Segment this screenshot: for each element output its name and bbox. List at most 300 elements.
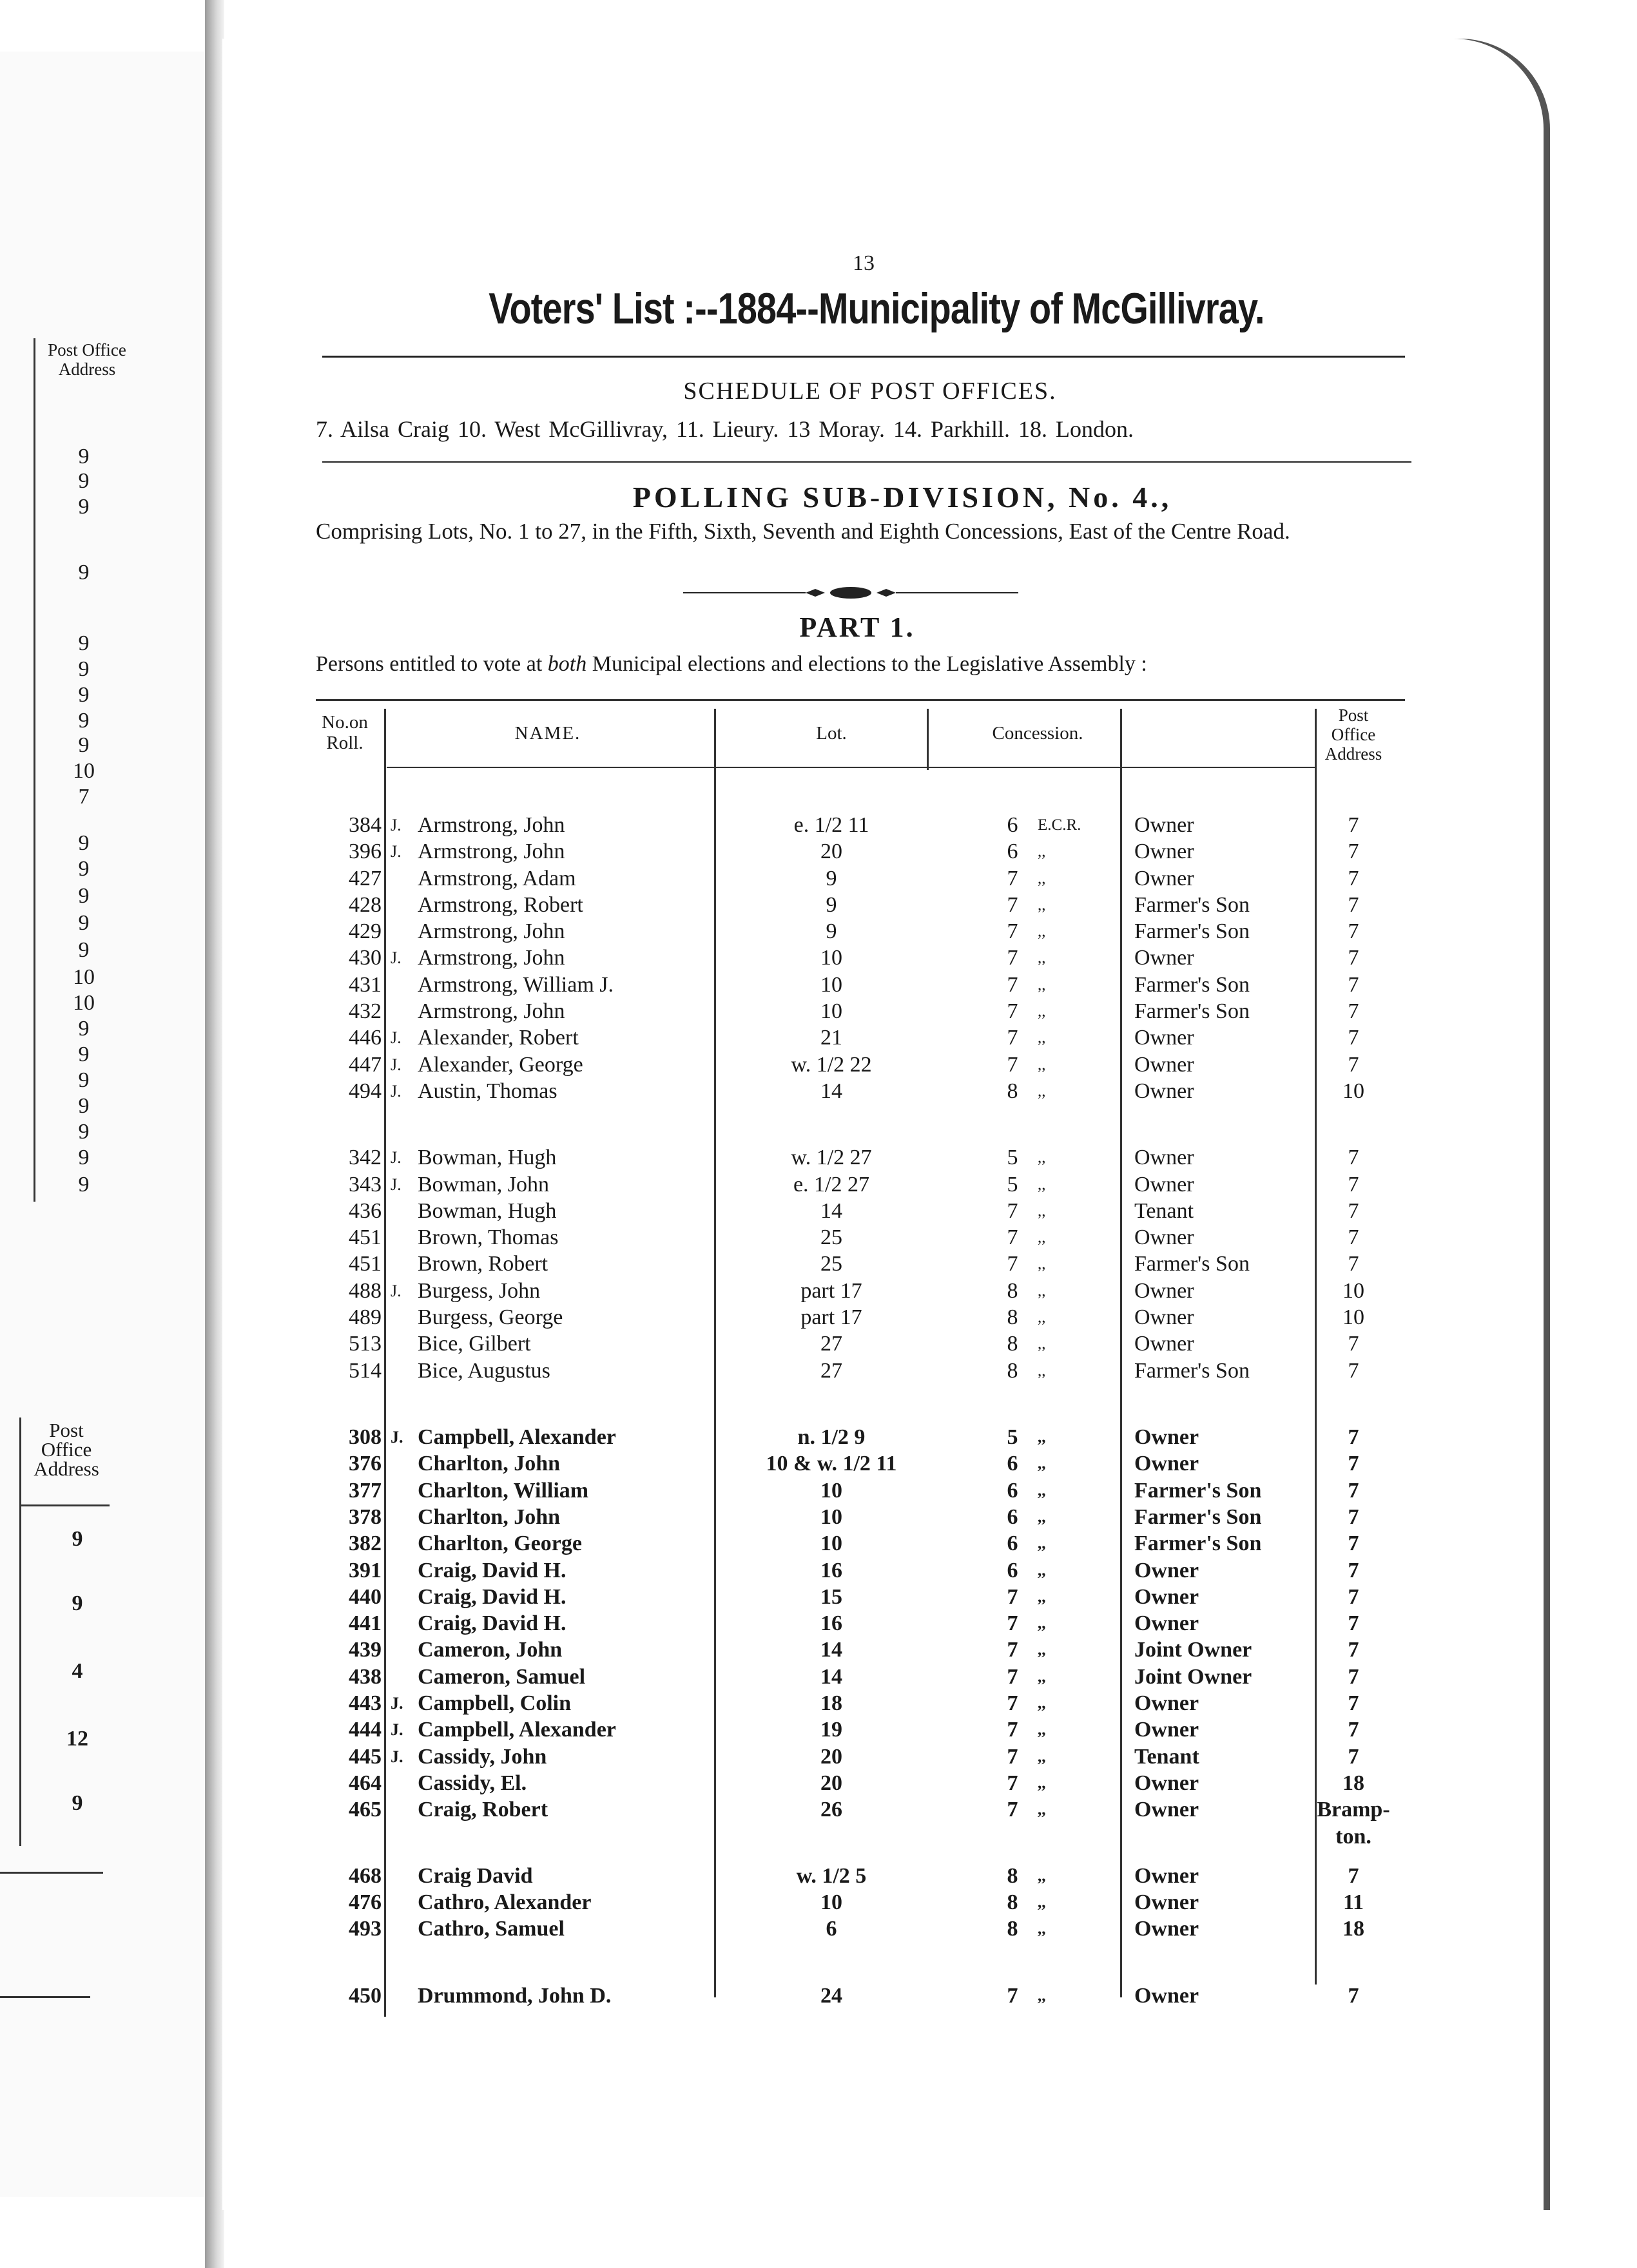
status: Farmer's Son xyxy=(1134,1252,1250,1276)
lot: 10 xyxy=(820,946,842,970)
table-row xyxy=(0,1796,1637,1823)
persons-entitled-text xyxy=(316,652,1424,677)
post-office: 7 xyxy=(1348,1864,1359,1888)
lot: 14 xyxy=(820,1199,842,1223)
concession-suffix: ,, xyxy=(1038,1003,1046,1020)
concession: 7 xyxy=(1007,1053,1018,1077)
status: Tenant xyxy=(1134,1745,1199,1769)
table-row xyxy=(0,1716,1637,1743)
voter-name: Craig, Robert xyxy=(418,1798,548,1821)
left-page-value: 9 xyxy=(78,733,90,757)
table-row xyxy=(0,1770,1637,1796)
concession: 7 xyxy=(1007,1026,1018,1050)
voter-name: Armstrong, John xyxy=(418,999,565,1023)
table-row xyxy=(0,1744,1637,1770)
post-office: 7 xyxy=(1348,893,1359,917)
concession-suffix: ,, xyxy=(1038,1535,1046,1552)
table-row xyxy=(0,1557,1637,1584)
roll-number: 428 xyxy=(349,893,382,917)
post-office: 7 xyxy=(1348,867,1359,890)
voter-name: Armstrong, William J. xyxy=(418,973,614,997)
roll-number: 427 xyxy=(349,867,382,890)
status: Farmer's Son xyxy=(1134,1479,1262,1503)
column-header-roll: No.on Roll. xyxy=(322,712,368,753)
voter-name: Cathro, Samuel xyxy=(418,1917,565,1941)
left-page-value: 10 xyxy=(73,991,95,1015)
column-rule-lot xyxy=(927,709,929,770)
voter-name: Charlton, William xyxy=(418,1479,589,1503)
lot: 10 xyxy=(820,973,842,997)
table-row xyxy=(0,1024,1637,1051)
lot: 10 xyxy=(820,1479,842,1503)
table-row xyxy=(0,1889,1637,1916)
status: Owner xyxy=(1134,840,1194,863)
roll-number: 493 xyxy=(349,1917,382,1941)
table-row xyxy=(0,1504,1637,1530)
left-page-value: 9 xyxy=(78,1094,90,1118)
status: Owner xyxy=(1134,1146,1194,1169)
left-page-value: 9 xyxy=(72,1791,83,1815)
lot: 14 xyxy=(820,1665,842,1689)
juror-mark: J. xyxy=(391,1148,402,1167)
voter-name: Alexander, George xyxy=(418,1053,583,1077)
post-office: 7 xyxy=(1348,840,1359,863)
roll-number: 451 xyxy=(349,1225,382,1249)
offices-rule xyxy=(322,461,1411,463)
table-row xyxy=(0,1637,1637,1663)
status: Owner xyxy=(1134,1864,1199,1888)
concession: 7 xyxy=(1007,1798,1018,1821)
table-row xyxy=(0,1690,1637,1716)
roll-number: 308 xyxy=(349,1425,382,1449)
voter-name: Craig, David H. xyxy=(418,1559,567,1582)
roll-number: 438 xyxy=(349,1665,382,1689)
post-office: 18 xyxy=(1342,1917,1364,1941)
left-page-value: 9 xyxy=(78,657,90,681)
lot: 14 xyxy=(820,1638,842,1662)
left-page-value: 9 xyxy=(78,884,90,908)
voter-name: Cameron, Samuel xyxy=(418,1665,586,1689)
roll-number: 382 xyxy=(349,1532,382,1555)
concession: 6 xyxy=(1007,1479,1018,1503)
lot: 18 xyxy=(820,1691,842,1715)
roll-number: 443 xyxy=(349,1691,382,1715)
concession-suffix: ,, xyxy=(1038,1668,1046,1686)
lot: 25 xyxy=(820,1252,842,1276)
concession: 7 xyxy=(1007,1585,1018,1609)
voter-name: Burgess, George xyxy=(418,1305,563,1329)
post-office: 11 xyxy=(1342,1890,1364,1914)
voter-name: Campbell, Colin xyxy=(418,1691,572,1715)
left-page-value: 9 xyxy=(78,1173,90,1196)
concession-suffix: ,, xyxy=(1038,870,1046,887)
juror-mark: J. xyxy=(391,948,402,967)
concession: 8 xyxy=(1007,1305,1018,1329)
left-page-value: 9 xyxy=(78,857,90,881)
concession-suffix: ,, xyxy=(1038,1482,1046,1499)
concession: 8 xyxy=(1007,1864,1018,1888)
post-office: Bramp- xyxy=(1317,1798,1390,1821)
concession-suffix: ,, xyxy=(1038,1721,1046,1738)
lot: w. 1/2 22 xyxy=(791,1053,872,1077)
lot: e. 1/2 11 xyxy=(793,813,869,837)
roll-number: 439 xyxy=(349,1638,382,1662)
voter-name: Cathro, Alexander xyxy=(418,1890,592,1914)
post-offices-list: 7. Ailsa Craig 10. West McGillivray, 11. Lieury. 13 Moray. 14. Parkhill. 18. London. xyxy=(316,416,1134,442)
concession: 7 xyxy=(1007,893,1018,917)
concession: 7 xyxy=(1007,999,1018,1023)
left-page-value: 9 xyxy=(78,631,90,655)
status: Farmer's Son xyxy=(1134,919,1250,943)
status: Farmer's Son xyxy=(1134,1505,1262,1529)
column-header-concession: Concession. xyxy=(992,723,1083,744)
concession: 7 xyxy=(1007,973,1018,997)
status: Farmer's Son xyxy=(1134,1359,1250,1383)
voter-name: Brown, Robert xyxy=(418,1252,548,1276)
voter-name: Bice, Augustus xyxy=(418,1359,550,1383)
roll-number: 343 xyxy=(349,1173,382,1196)
concession: 7 xyxy=(1007,867,1018,890)
post-office: 7 xyxy=(1348,1026,1359,1050)
roll-number: 436 xyxy=(349,1199,382,1223)
left-page-value: 9 xyxy=(78,683,90,707)
concession: 7 xyxy=(1007,1984,1018,2008)
left-page-value: 12 xyxy=(66,1727,88,1751)
post-office: 7 xyxy=(1348,1745,1359,1769)
voter-name: Campbell, Alexander xyxy=(418,1718,616,1742)
lot: 26 xyxy=(820,1798,842,1821)
juror-mark: J. xyxy=(391,1082,402,1100)
left-page-value: 9 xyxy=(78,1146,90,1169)
juror-mark: J. xyxy=(391,1694,403,1713)
polling-heading: POLLING SUB-DIVISION, No. 4., xyxy=(632,481,1172,514)
lot: 20 xyxy=(820,1771,842,1795)
table-row xyxy=(0,1450,1637,1477)
status: Owner xyxy=(1134,1279,1194,1303)
status: Owner xyxy=(1134,1332,1194,1356)
status: Owner xyxy=(1134,1053,1194,1077)
roll-number: 377 xyxy=(349,1479,382,1503)
status: Owner xyxy=(1134,1425,1199,1449)
concession: 5 xyxy=(1007,1146,1018,1169)
table-row xyxy=(0,1983,1637,2009)
lot: 16 xyxy=(820,1559,842,1582)
table-row xyxy=(0,1331,1637,1357)
concession: 6 xyxy=(1007,840,1018,863)
roll-number: 441 xyxy=(349,1611,382,1635)
lot: 9 xyxy=(826,893,837,917)
status: Owner xyxy=(1134,1984,1199,2008)
status: Joint Owner xyxy=(1134,1638,1252,1662)
table-row xyxy=(0,865,1637,892)
concession: 7 xyxy=(1007,1611,1018,1635)
post-office: 7 xyxy=(1348,1173,1359,1196)
juror-mark: J. xyxy=(391,1055,402,1074)
concession: 7 xyxy=(1007,919,1018,943)
left-page-value: 10 xyxy=(73,965,95,989)
post-office: 7 xyxy=(1348,1479,1359,1503)
lot: 27 xyxy=(820,1332,842,1356)
post-office: 7 xyxy=(1348,813,1359,837)
left-page-value: 9 xyxy=(78,831,90,855)
post-office: 7 xyxy=(1348,1146,1359,1169)
concession-suffix: ,, xyxy=(1038,1615,1046,1632)
table-row xyxy=(0,892,1637,918)
concession-suffix: ,, xyxy=(1038,1508,1046,1526)
post-office: 18 xyxy=(1342,1771,1364,1795)
voter-name: Cameron, John xyxy=(418,1638,563,1662)
status: Owner xyxy=(1134,813,1194,837)
column-header-lot: Lot. xyxy=(816,723,847,744)
table-row xyxy=(0,1823,1637,1850)
table-header-rule xyxy=(387,767,1315,768)
voter-name: Charlton, John xyxy=(418,1505,561,1529)
left-page-value: 10 xyxy=(73,759,95,783)
concession-suffix: ,, xyxy=(1038,1282,1046,1300)
table-row xyxy=(0,838,1637,865)
concession: 5 xyxy=(1007,1173,1018,1196)
left-page-value: 9 xyxy=(78,1120,90,1144)
table-row xyxy=(0,812,1637,838)
lot: part 17 xyxy=(800,1305,862,1329)
status: Owner xyxy=(1134,1691,1199,1715)
roll-number: 468 xyxy=(349,1864,382,1888)
concession-suffix: ,, xyxy=(1038,1229,1046,1246)
post-office: 7 xyxy=(1348,1532,1359,1555)
lot: 16 xyxy=(820,1611,842,1635)
post-office: ton. xyxy=(1335,1825,1371,1849)
lot: 19 xyxy=(820,1718,842,1742)
lot: 10 xyxy=(820,1532,842,1555)
voter-name: Campbell, Alexander xyxy=(418,1425,616,1449)
concession: 8 xyxy=(1007,1079,1018,1103)
comprising-text: Comprising Lots, No. 1 to 27, in the Fifth, Sixth, Seventh and Eighth Concessions, East of the Centre Road. xyxy=(316,519,1290,544)
table-row xyxy=(0,1078,1637,1104)
status: Owner xyxy=(1134,1890,1199,1914)
concession: 7 xyxy=(1007,1771,1018,1795)
left-page-header-top: Post Office Address xyxy=(48,340,126,379)
concession: 7 xyxy=(1007,1638,1018,1662)
post-office: 7 xyxy=(1348,1225,1359,1249)
status: Farmer's Son xyxy=(1134,973,1250,997)
lot: 10 xyxy=(820,1890,842,1914)
roll-number: 440 xyxy=(349,1585,382,1609)
concession: 8 xyxy=(1007,1890,1018,1914)
status: Owner xyxy=(1134,946,1194,970)
post-office: 7 xyxy=(1348,1638,1359,1662)
concession: 6 xyxy=(1007,1505,1018,1529)
post-office: 7 xyxy=(1348,1505,1359,1529)
status: Owner xyxy=(1134,1798,1199,1821)
voter-name: Alexander, Robert xyxy=(418,1026,579,1050)
left-page-header-bottom: Post Office Address xyxy=(34,1419,99,1480)
concession-suffix: ,, xyxy=(1038,1987,1046,2004)
lot: 9 xyxy=(826,867,837,890)
concession-suffix: ,, xyxy=(1038,1056,1046,1073)
table-row xyxy=(0,1863,1637,1889)
concession-suffix: ,, xyxy=(1038,1695,1046,1712)
voter-name: Armstrong, Adam xyxy=(418,867,576,890)
left-page-value: 9 xyxy=(78,469,90,493)
roll-number: 376 xyxy=(349,1452,382,1475)
left-page-value: 9 xyxy=(78,911,90,935)
post-office: 10 xyxy=(1342,1279,1364,1303)
table-row xyxy=(0,1916,1637,1942)
part-heading: PART 1. xyxy=(799,611,915,643)
concession-suffix: ,, xyxy=(1038,1748,1046,1765)
concession-suffix: ,, xyxy=(1038,1029,1046,1046)
concession-suffix: ,, xyxy=(1038,1562,1046,1579)
concession: 7 xyxy=(1007,946,1018,970)
lot: part 17 xyxy=(800,1279,862,1303)
persons-prefix: Persons entitled to vote at xyxy=(316,652,548,676)
left-page-value: 9 xyxy=(78,938,90,962)
voter-name: Bowman, Hugh xyxy=(418,1146,557,1169)
roll-number: 396 xyxy=(349,840,382,863)
lot: 6 xyxy=(826,1917,837,1941)
status: Joint Owner xyxy=(1134,1665,1252,1689)
lot: 20 xyxy=(820,1745,842,1769)
lot: 20 xyxy=(820,840,842,863)
lot: w. 1/2 5 xyxy=(796,1864,867,1888)
voter-name: Armstrong, John xyxy=(418,813,565,837)
juror-mark: J. xyxy=(391,1747,403,1766)
concession-suffix: ,, xyxy=(1038,1428,1046,1446)
lot: n. 1/2 9 xyxy=(797,1425,866,1449)
post-office: 7 xyxy=(1348,1585,1359,1609)
left-page-value: 9 xyxy=(72,1527,83,1551)
concession: 8 xyxy=(1007,1279,1018,1303)
voter-name: Burgess, John xyxy=(418,1279,541,1303)
concession-suffix: ,, xyxy=(1038,1255,1046,1273)
concession-suffix: E.C.R. xyxy=(1038,816,1081,834)
table-row xyxy=(0,1278,1637,1304)
status: Owner xyxy=(1134,1026,1194,1050)
concession: 7 xyxy=(1007,1225,1018,1249)
status: Farmer's Son xyxy=(1134,893,1250,917)
juror-mark: J. xyxy=(391,1720,403,1739)
table-row xyxy=(0,1530,1637,1557)
voter-name: Craig, David H. xyxy=(418,1611,567,1635)
voter-name: Charlton, John xyxy=(418,1452,561,1475)
left-page-value: 9 xyxy=(78,709,90,733)
schedule-heading: SCHEDULE OF POST OFFICES. xyxy=(683,378,1057,405)
persons-emphasis: both xyxy=(547,652,587,676)
voter-name: Brown, Thomas xyxy=(418,1225,559,1249)
post-office: 7 xyxy=(1348,999,1359,1023)
post-office: 7 xyxy=(1348,1984,1359,2008)
juror-mark: J. xyxy=(391,1282,402,1300)
concession: 7 xyxy=(1007,1718,1018,1742)
table-row xyxy=(0,1664,1637,1690)
lot: e. 1/2 27 xyxy=(793,1173,870,1196)
table-row xyxy=(0,1144,1637,1171)
lot: 15 xyxy=(820,1585,842,1609)
concession-suffix: ,, xyxy=(1038,949,1046,966)
roll-number: 513 xyxy=(349,1332,382,1356)
column-header-name: NAME. xyxy=(514,723,581,744)
page-title: Voters' List :--1884--Municipality of McGillivray. xyxy=(489,284,1264,333)
post-office: 7 xyxy=(1348,973,1359,997)
roll-number: 444 xyxy=(349,1718,382,1742)
concession-suffix: ,, xyxy=(1038,1335,1046,1352)
roll-number: 342 xyxy=(349,1146,382,1169)
voter-name: Craig, David H. xyxy=(418,1585,567,1609)
lot: 10 & w. 1/2 11 xyxy=(766,1452,897,1475)
left-page-value: 9 xyxy=(78,1043,90,1066)
status: Owner xyxy=(1134,1585,1199,1609)
concession: 6 xyxy=(1007,813,1018,837)
table-row xyxy=(0,1304,1637,1331)
voter-name: Austin, Thomas xyxy=(418,1079,557,1103)
page-number: 13 xyxy=(853,251,875,275)
roll-number: 447 xyxy=(349,1053,382,1077)
roll-number: 432 xyxy=(349,999,382,1023)
status: Owner xyxy=(1134,1771,1199,1795)
voter-name: Bice, Gilbert xyxy=(418,1332,531,1356)
roll-number: 488 xyxy=(349,1279,382,1303)
post-office: 7 xyxy=(1348,946,1359,970)
juror-mark: J. xyxy=(391,1428,403,1446)
lot: 25 xyxy=(820,1225,842,1249)
roll-number: 446 xyxy=(349,1026,382,1050)
post-office: 10 xyxy=(1342,1305,1364,1329)
left-page-value: 9 xyxy=(78,1017,90,1041)
concession-suffix: ,, xyxy=(1038,1082,1046,1100)
lot: 10 xyxy=(820,1505,842,1529)
post-office: 7 xyxy=(1348,1199,1359,1223)
persons-suffix: Municipal elections and elections to the Legislative Assembly : xyxy=(586,652,1147,676)
roll-number: 431 xyxy=(349,973,382,997)
concession: 6 xyxy=(1007,1532,1018,1555)
status: Owner xyxy=(1134,1225,1194,1249)
status: Owner xyxy=(1134,1173,1194,1196)
ornament-divider xyxy=(683,583,1018,602)
voter-name: Armstrong, John xyxy=(418,840,565,863)
table-row xyxy=(0,918,1637,945)
table-row xyxy=(0,1198,1637,1224)
roll-number: 514 xyxy=(349,1359,382,1383)
column-header-post-office: Post Office Address xyxy=(1324,706,1382,764)
status: Farmer's Son xyxy=(1134,1532,1262,1555)
voter-name: Cassidy, El. xyxy=(418,1771,527,1795)
concession: 6 xyxy=(1007,1452,1018,1475)
table-row xyxy=(0,1424,1637,1450)
concession-suffix: ,, xyxy=(1038,923,1046,940)
juror-mark: J. xyxy=(391,816,402,834)
concession-suffix: ,, xyxy=(1038,1801,1046,1818)
lot: 24 xyxy=(820,1984,842,2008)
roll-number: 429 xyxy=(349,919,382,943)
left-page-value: 9 xyxy=(78,495,90,519)
roll-number: 430 xyxy=(349,946,382,970)
status: Owner xyxy=(1134,1079,1194,1103)
status: Owner xyxy=(1134,1452,1199,1475)
lot: 27 xyxy=(820,1359,842,1383)
concession: 8 xyxy=(1007,1332,1018,1356)
status: Owner xyxy=(1134,1611,1199,1635)
juror-mark: J. xyxy=(391,1175,402,1194)
concession-suffix: ,, xyxy=(1038,1867,1046,1885)
concession-suffix: ,, xyxy=(1038,896,1046,914)
post-office: 7 xyxy=(1348,1718,1359,1742)
concession: 8 xyxy=(1007,1917,1018,1941)
concession: 7 xyxy=(1007,1745,1018,1769)
post-office: 7 xyxy=(1348,1332,1359,1356)
table-top-rule xyxy=(316,699,1405,701)
concession-suffix: ,, xyxy=(1038,1176,1046,1193)
concession-suffix: ,, xyxy=(1038,843,1046,860)
